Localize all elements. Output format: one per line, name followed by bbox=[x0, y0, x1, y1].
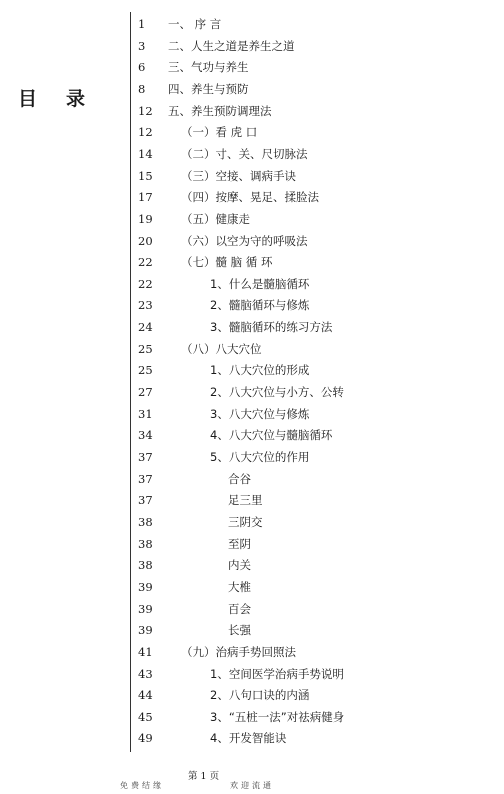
toc-entry bbox=[0, 512, 504, 532]
toc-entry-page: 45 bbox=[138, 709, 153, 724]
toc-entry bbox=[0, 274, 504, 294]
toc-entry-title: （六）以空为守的呼吸法 bbox=[181, 233, 308, 248]
toc-heading-char-1: 目 bbox=[18, 88, 38, 110]
toc-entry-page: 37 bbox=[138, 450, 153, 464]
toc-entry-title: 三、气功与养生 bbox=[168, 60, 249, 75]
toc-entry bbox=[0, 534, 504, 554]
toc-entry bbox=[0, 382, 504, 402]
toc-entry-title: 一、 序 言 bbox=[168, 17, 222, 31]
toc-entry-title: 1、什么是髓脑循环 bbox=[210, 276, 310, 291]
toc-entry-page: 24 bbox=[138, 320, 153, 335]
page-number: 第 1 页 bbox=[188, 771, 220, 782]
toc-entry bbox=[0, 685, 504, 705]
toc-entry-title: 二、人生之道是养生之道 bbox=[168, 38, 295, 53]
toc-entry bbox=[0, 36, 504, 56]
toc-entry bbox=[0, 252, 504, 272]
toc-entry-title: （九）治病手势回照法 bbox=[181, 644, 296, 659]
toc-entry bbox=[0, 209, 504, 229]
toc-entry bbox=[0, 339, 504, 359]
toc-entry-title: 2、八大穴位与小方、公转 bbox=[210, 385, 344, 400]
toc-entry-title: （四）按摩、晃足、揉脸法 bbox=[181, 190, 319, 205]
toc-entry-title: 3、髓脑循环的练习方法 bbox=[210, 320, 333, 335]
toc-entry-title: （八）八大穴位 bbox=[181, 341, 262, 356]
toc-entry-title: 三阴交 bbox=[228, 514, 263, 529]
toc-entry-page: 49 bbox=[138, 731, 153, 746]
toc-entry-page: 17 bbox=[138, 190, 153, 205]
toc-entry bbox=[0, 14, 504, 34]
toc-heading-char-2: 录 bbox=[66, 88, 86, 110]
toc-entry bbox=[0, 144, 504, 164]
toc-entry bbox=[0, 425, 504, 445]
toc-entry-page: 6 bbox=[138, 60, 146, 75]
toc-entry bbox=[0, 577, 504, 597]
toc-entry-page: 34 bbox=[138, 428, 153, 443]
toc-entry-page: 22 bbox=[138, 276, 153, 291]
footer-left-note: 免费结缘 bbox=[120, 781, 164, 790]
toc-entry bbox=[0, 664, 504, 684]
toc-entry-page: 12 bbox=[138, 103, 153, 118]
toc-entry bbox=[0, 317, 504, 337]
toc-entry-page: 38 bbox=[138, 536, 153, 551]
toc-entry-page: 41 bbox=[138, 644, 153, 659]
toc-entry-title: 4、八大穴位与髓脑循环 bbox=[210, 428, 333, 443]
toc-entry-page: 20 bbox=[138, 233, 153, 248]
toc-entry bbox=[0, 231, 504, 251]
toc-entry bbox=[0, 187, 504, 207]
toc-entry-title: 大椎 bbox=[228, 579, 251, 594]
toc-entry-page: 38 bbox=[138, 558, 153, 573]
toc-entry-title: 内关 bbox=[228, 558, 251, 573]
toc-entry-title: 合谷 bbox=[228, 471, 251, 486]
toc-entry-page: 25 bbox=[138, 341, 153, 356]
toc-entry-page: 23 bbox=[138, 298, 153, 313]
toc-entry bbox=[0, 57, 504, 77]
toc-entry bbox=[0, 101, 504, 121]
toc-entry-title: （七）髓 脑 循 环 bbox=[181, 255, 273, 270]
toc-entry-page: 22 bbox=[138, 255, 153, 270]
toc-entry-title: 3、八大穴位与修炼 bbox=[210, 406, 310, 421]
toc-entry-title: （二）寸、关、尺切脉法 bbox=[181, 146, 308, 161]
toc-entry-page: 43 bbox=[138, 666, 153, 681]
toc-entry-title: 5、八大穴位的作用 bbox=[210, 450, 310, 464]
toc-entry-page: 31 bbox=[138, 406, 153, 421]
toc-entry-page: 1 bbox=[138, 17, 146, 31]
toc-entry bbox=[0, 555, 504, 575]
toc-entry bbox=[0, 447, 504, 467]
toc-entry bbox=[0, 728, 504, 748]
toc-entry-page: 44 bbox=[138, 688, 153, 703]
toc-entry-page: 37 bbox=[138, 471, 153, 486]
toc-entry bbox=[0, 404, 504, 424]
toc-entry-title: 足三里 bbox=[228, 493, 263, 508]
toc-entry-page: 39 bbox=[138, 579, 153, 594]
toc-entry-page: 14 bbox=[138, 146, 153, 161]
toc-entry bbox=[0, 642, 504, 662]
toc-entry-title: 至阴 bbox=[228, 536, 251, 551]
toc-entry bbox=[0, 490, 504, 510]
toc-entry-page: 12 bbox=[138, 125, 153, 140]
toc-entry bbox=[0, 360, 504, 380]
toc-entry-title: 百会 bbox=[228, 601, 251, 616]
toc-entry-page: 19 bbox=[138, 211, 153, 226]
toc-entry-title: （三）空接、调病手诀 bbox=[181, 168, 296, 183]
toc-entry-title: 2、八句口诀的内涵 bbox=[210, 688, 310, 703]
toc-entry-title: 3、“五桩一法”对祛病健身 bbox=[210, 709, 345, 724]
footer-right-note: 欢迎流通 bbox=[230, 781, 274, 790]
toc-entry-title: （五）健康走 bbox=[181, 211, 250, 226]
toc-entry bbox=[0, 620, 504, 640]
toc-entry-title: 4、开发智能诀 bbox=[210, 731, 287, 746]
toc-entry bbox=[0, 79, 504, 99]
toc-entry-title: （一）看 虎 口 bbox=[181, 125, 258, 140]
toc-entry-title: 1、空间医学治病手势说明 bbox=[210, 666, 344, 681]
toc-entry bbox=[0, 599, 504, 619]
toc-entry-page: 37 bbox=[138, 493, 153, 508]
toc-entry bbox=[0, 469, 504, 489]
toc-entry bbox=[0, 166, 504, 186]
toc-entry-page: 39 bbox=[138, 601, 153, 616]
toc-entry-title: 四、养生与预防 bbox=[168, 81, 249, 96]
toc-entry-page: 25 bbox=[138, 363, 153, 378]
toc-entry-page: 27 bbox=[138, 385, 153, 400]
toc-entry-title: 2、髓脑循环与修炼 bbox=[210, 298, 310, 313]
toc-entry-page: 15 bbox=[138, 168, 153, 183]
toc-entry-page: 39 bbox=[138, 623, 153, 638]
toc-entry-page: 38 bbox=[138, 514, 153, 529]
toc-entry-page: 3 bbox=[138, 38, 146, 53]
toc-entry-title: 长强 bbox=[228, 623, 251, 638]
toc-entry bbox=[0, 122, 504, 142]
toc-entry bbox=[0, 295, 504, 315]
toc-entry-title: 1、八大穴位的形成 bbox=[210, 363, 310, 378]
toc-entry bbox=[0, 707, 504, 727]
toc-entry-page: 8 bbox=[138, 81, 146, 96]
toc-entry-title: 五、养生预防调理法 bbox=[168, 103, 272, 118]
